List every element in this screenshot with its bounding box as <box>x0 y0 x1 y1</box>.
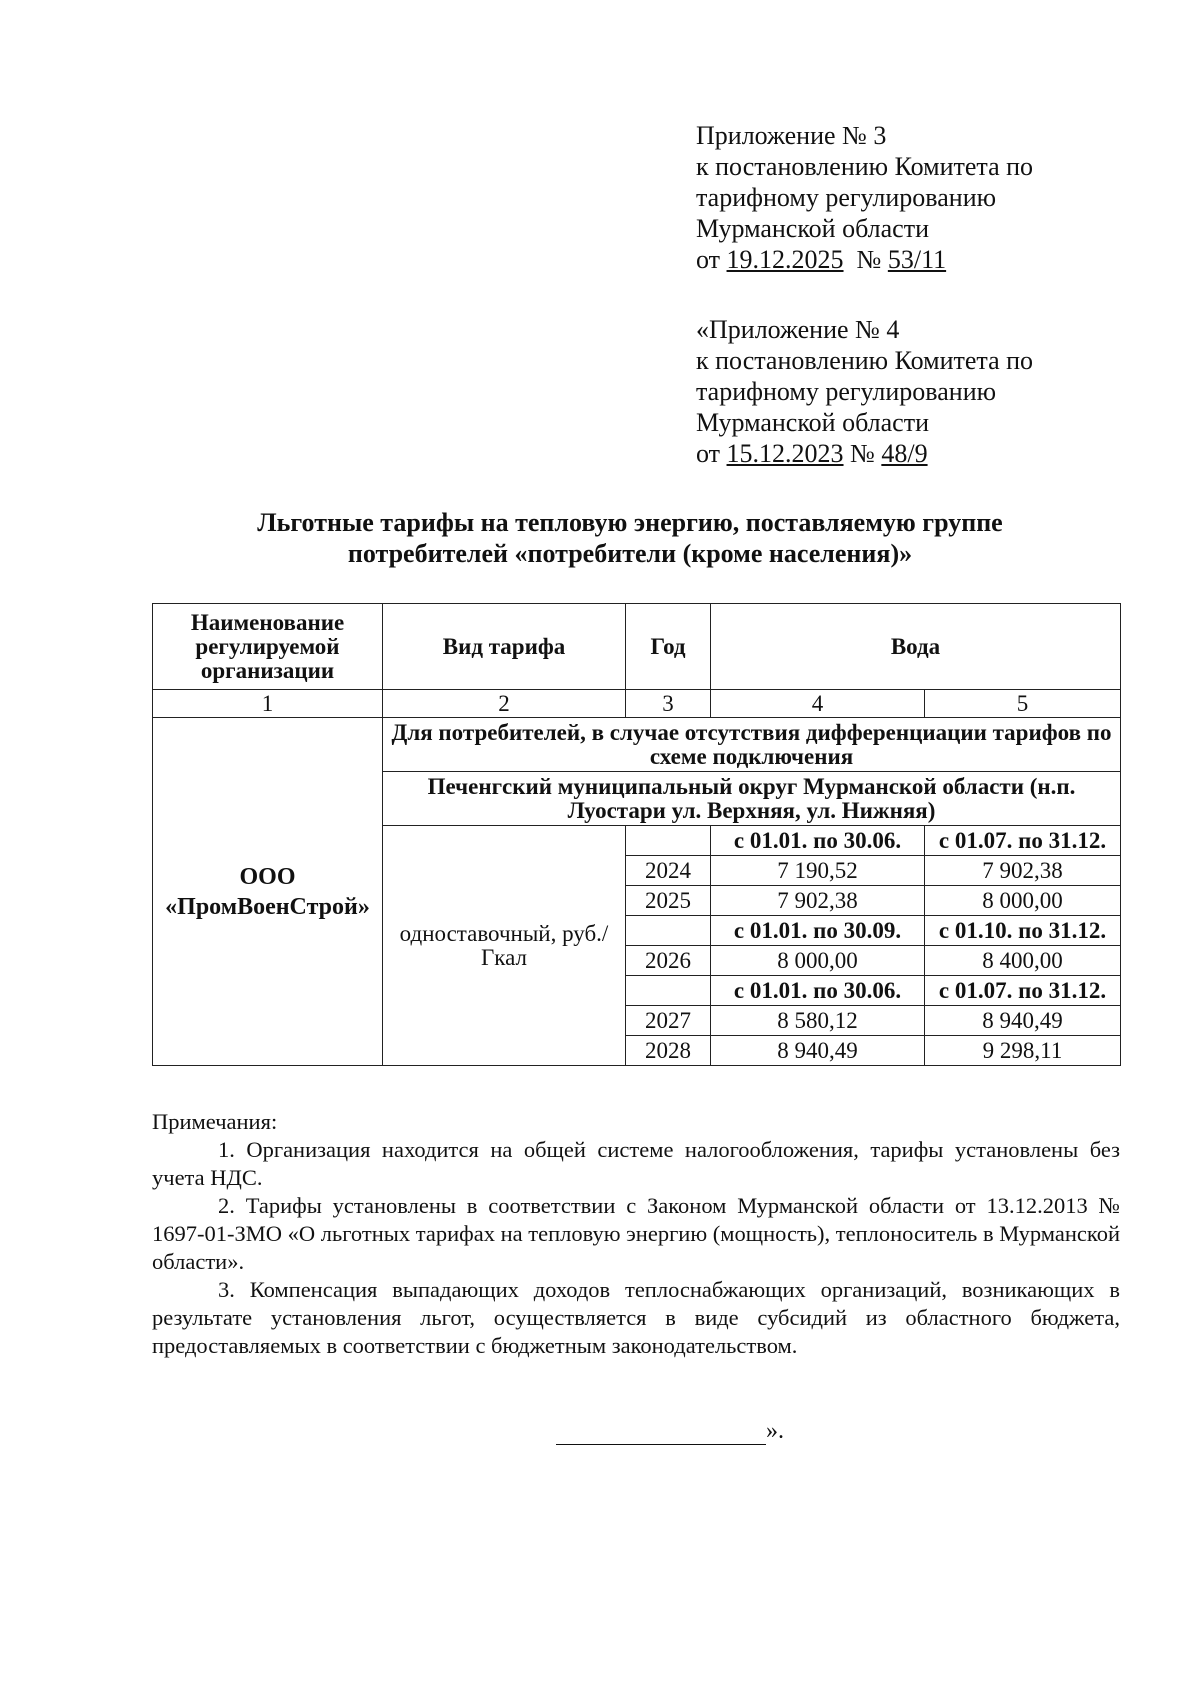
header-tariff-type: Вид тарифа <box>383 604 626 690</box>
document-title <box>150 507 1110 569</box>
annex-line: к постановлению Комитета по <box>696 152 1034 181</box>
annex-line: «Приложение № 4 <box>696 315 900 344</box>
header-row <box>153 604 1121 690</box>
note-item: 2. Тарифы установлены в соответствии с Законом Мурманской области от 13.12.2013 № 1697-01-ЗМО «О льготных тарифах на тепловую энергию (мощность), теплоноситель в Мурманской области». <box>152 1193 1120 1274</box>
value-cell: 7 902,38 <box>711 886 925 916</box>
year-cell <box>626 976 711 1006</box>
value-cell: 8 940,49 <box>925 1006 1121 1036</box>
annex-number: 53/11 <box>887 245 947 274</box>
notes-heading: Примечания: <box>152 1109 278 1134</box>
annex-line: к постановлению Комитета по <box>696 346 1034 375</box>
note-item: 3. Компенсация выпадающих доходов теплоснабжающих организаций, возникающих в результате установления льгот, осуществляется в виде субсидий из областного бюджета, предоставляемых в соответствии с бюджетным законодательством. <box>152 1277 1120 1358</box>
closing-mark <box>556 1418 784 1445</box>
value-cell: 8 580,12 <box>711 1006 925 1036</box>
number-prefix: № <box>850 439 875 468</box>
organization-cell: ООО «ПромВоенСтрой» <box>153 718 383 1066</box>
header-water: Вода <box>711 604 1121 690</box>
year-cell <box>626 826 711 856</box>
period-cell: с 01.01. по 30.06. <box>711 826 925 856</box>
annex-line: тарифному регулированию <box>696 183 997 212</box>
annex-number: 48/9 <box>881 439 928 468</box>
col-number: 4 <box>711 690 925 718</box>
col-number: 1 <box>153 690 383 718</box>
tariff-table <box>152 603 1121 1066</box>
year-cell: 2024 <box>626 856 711 886</box>
col-number: 3 <box>626 690 711 718</box>
annex-amended <box>696 314 1033 469</box>
section-row <box>153 718 1121 772</box>
value-cell: 8 000,00 <box>711 946 925 976</box>
section-area: Печенгский муниципальный округ Мурманской области (н.п. Луостари ул. Верхняя, ул. Нижняя) <box>383 772 1121 826</box>
annex-date: 15.12.2023 <box>726 439 844 468</box>
header-org: Наименование регулируемой организации <box>153 604 383 690</box>
year-cell: 2026 <box>626 946 711 976</box>
annex-line: Приложение № 3 <box>696 121 887 150</box>
annex-line: Мурманской области <box>696 214 929 243</box>
annex-line: тарифному регулированию <box>696 377 997 406</box>
column-number-row <box>153 690 1121 718</box>
number-prefix: № <box>856 245 882 274</box>
col-number: 2 <box>383 690 626 718</box>
closing-quote: ». <box>766 1418 784 1444</box>
tariff-kind-cell: одноставочный, руб./Гкал <box>383 826 626 1066</box>
year-cell <box>626 916 711 946</box>
annex-date-line <box>696 438 1033 469</box>
value-cell: 8 000,00 <box>925 886 1121 916</box>
year-cell: 2027 <box>626 1006 711 1036</box>
header-year: Год <box>626 604 711 690</box>
section-consumers: Для потребителей, в случае отсутствия дифференциации тарифов по схеме подключения <box>383 718 1121 772</box>
value-cell: 7 190,52 <box>711 856 925 886</box>
annex-line: Мурманской области <box>696 408 929 437</box>
annex-current <box>696 120 1033 275</box>
title-line-2: потребителей «потребители (кроме населения)» <box>347 539 913 568</box>
notes-section <box>152 1108 1120 1360</box>
period-cell: с 01.01. по 30.09. <box>711 916 925 946</box>
date-prefix: от <box>696 245 721 274</box>
year-cell: 2025 <box>626 886 711 916</box>
period-cell: с 01.10. по 31.12. <box>925 916 1121 946</box>
period-cell: с 01.01. по 30.06. <box>711 976 925 1006</box>
value-cell: 8 940,49 <box>711 1036 925 1066</box>
value-cell: 9 298,11 <box>925 1036 1121 1066</box>
closing-underline <box>556 1422 766 1445</box>
period-cell: с 01.07. по 31.12. <box>925 826 1121 856</box>
value-cell: 7 902,38 <box>925 856 1121 886</box>
year-cell: 2028 <box>626 1036 711 1066</box>
annex-date-line <box>696 244 1033 275</box>
title-line-1: Льготные тарифы на тепловую энергию, поставляемую группе <box>257 508 1003 537</box>
value-cell: 8 400,00 <box>925 946 1121 976</box>
annex-date: 19.12.2025 <box>726 245 844 274</box>
col-number: 5 <box>925 690 1121 718</box>
date-prefix: от <box>696 439 721 468</box>
period-cell: с 01.07. по 31.12. <box>925 976 1121 1006</box>
note-item: 1. Организация находится на общей системе налогообложения, тарифы установлены без учета НДС. <box>152 1137 1120 1190</box>
